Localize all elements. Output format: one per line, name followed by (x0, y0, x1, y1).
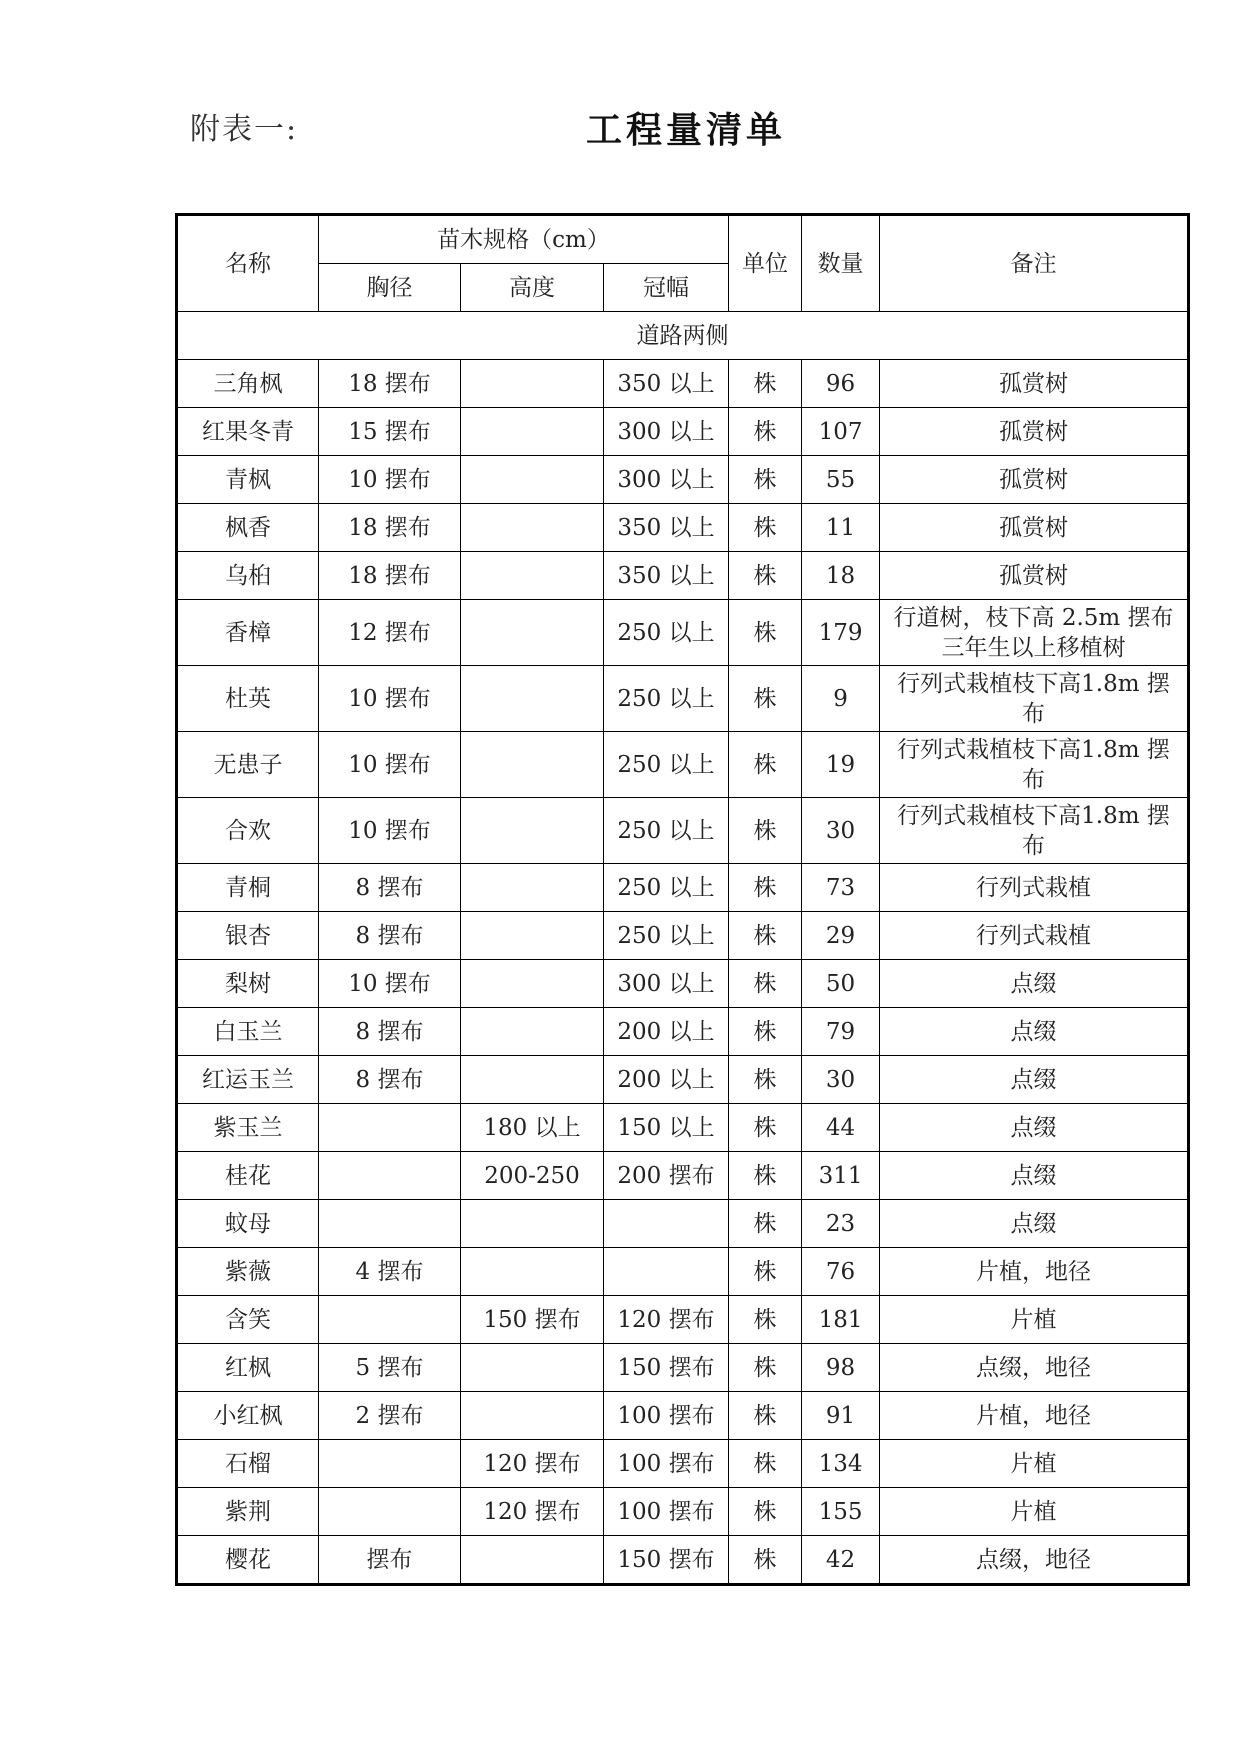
header-note: 备注 (880, 215, 1189, 312)
cell-qty: 30 (802, 798, 880, 864)
cell-note: 点缀 (880, 1104, 1189, 1152)
cell-unit: 株 (729, 1104, 802, 1152)
cell-unit: 株 (729, 504, 802, 552)
table-row (177, 1440, 1189, 1488)
cell-crown: 350 以上 (604, 504, 729, 552)
cell-qty: 29 (802, 912, 880, 960)
cell-crown: 100 摆布 (604, 1392, 729, 1440)
cell-crown: 300 以上 (604, 960, 729, 1008)
header-spec-group: 苗木规格（cm） (319, 215, 729, 264)
cell-unit: 株 (729, 1392, 802, 1440)
cell-unit: 株 (729, 666, 802, 732)
cell-note: 行列式栽植枝下高1.8m 摆布 (880, 798, 1189, 864)
header-name: 名称 (177, 215, 319, 312)
cell-crown: 150 以上 (604, 1104, 729, 1152)
cell-dbh: 摆布 (319, 1536, 461, 1585)
cell-crown: 200 以上 (604, 1056, 729, 1104)
table-row (177, 864, 1189, 912)
cell-note: 点缀 (880, 960, 1189, 1008)
cell-height: 120 摆布 (461, 1440, 604, 1488)
cell-height (461, 864, 604, 912)
cell-dbh: 18 摆布 (319, 504, 461, 552)
table-row (177, 1104, 1189, 1152)
cell-crown: 300 以上 (604, 408, 729, 456)
cell-crown (604, 1200, 729, 1248)
cell-name: 青桐 (177, 864, 319, 912)
cell-qty: 181 (802, 1296, 880, 1344)
table-row (177, 1200, 1189, 1248)
cell-name: 银杏 (177, 912, 319, 960)
cell-height (461, 1248, 604, 1296)
cell-qty: 311 (802, 1152, 880, 1200)
cell-height (461, 732, 604, 798)
cell-unit: 株 (729, 912, 802, 960)
table-row (177, 600, 1189, 666)
cell-unit: 株 (729, 1488, 802, 1536)
cell-dbh (319, 1488, 461, 1536)
cell-qty: 91 (802, 1392, 880, 1440)
cell-name: 红枫 (177, 1344, 319, 1392)
cell-qty: 134 (802, 1440, 880, 1488)
cell-qty: 11 (802, 504, 880, 552)
cell-height (461, 1008, 604, 1056)
table-row (177, 456, 1189, 504)
cell-name: 香樟 (177, 600, 319, 666)
table-row (177, 1248, 1189, 1296)
cell-height (461, 1536, 604, 1585)
cell-qty: 42 (802, 1536, 880, 1585)
cell-note: 行列式栽植枝下高1.8m 摆布 (880, 666, 1189, 732)
cell-qty: 76 (802, 1248, 880, 1296)
cell-dbh: 5 摆布 (319, 1344, 461, 1392)
cell-crown: 250 以上 (604, 864, 729, 912)
cell-note: 孤赏树 (880, 552, 1189, 600)
cell-note: 行列式栽植 (880, 912, 1189, 960)
cell-note: 点缀 (880, 1008, 1189, 1056)
cell-note: 片植 (880, 1296, 1189, 1344)
cell-crown: 150 摆布 (604, 1344, 729, 1392)
table-row (177, 798, 1189, 864)
table-row (177, 408, 1189, 456)
table-row (177, 1344, 1189, 1392)
cell-dbh: 10 摆布 (319, 456, 461, 504)
cell-dbh: 8 摆布 (319, 912, 461, 960)
cell-unit: 株 (729, 1200, 802, 1248)
cell-crown: 200 以上 (604, 1008, 729, 1056)
cell-name: 紫薇 (177, 1248, 319, 1296)
cell-crown (604, 1248, 729, 1296)
cell-unit: 株 (729, 1008, 802, 1056)
cell-crown: 100 摆布 (604, 1488, 729, 1536)
cell-height (461, 600, 604, 666)
cell-qty: 107 (802, 408, 880, 456)
cell-dbh (319, 1296, 461, 1344)
cell-dbh: 8 摆布 (319, 1008, 461, 1056)
table-row (177, 504, 1189, 552)
cell-unit: 株 (729, 1344, 802, 1392)
cell-note: 点缀 (880, 1056, 1189, 1104)
cell-name: 乌桕 (177, 552, 319, 600)
cell-unit: 株 (729, 408, 802, 456)
table-row (177, 552, 1189, 600)
cell-unit: 株 (729, 864, 802, 912)
table-row (177, 666, 1189, 732)
table-row (177, 1536, 1189, 1585)
cell-crown: 250 以上 (604, 600, 729, 666)
cell-qty: 18 (802, 552, 880, 600)
cell-qty: 79 (802, 1008, 880, 1056)
cell-unit: 株 (729, 732, 802, 798)
cell-dbh (319, 1440, 461, 1488)
cell-dbh: 10 摆布 (319, 960, 461, 1008)
table-row (177, 1008, 1189, 1056)
cell-name: 无患子 (177, 732, 319, 798)
cell-crown: 350 以上 (604, 360, 729, 408)
cell-unit: 株 (729, 1536, 802, 1585)
header-qty: 数量 (802, 215, 880, 312)
cell-dbh (319, 1152, 461, 1200)
cell-name: 石榴 (177, 1440, 319, 1488)
cell-qty: 9 (802, 666, 880, 732)
cell-note: 孤赏树 (880, 360, 1189, 408)
cell-qty: 98 (802, 1344, 880, 1392)
cell-note: 片植，地径 (880, 1392, 1189, 1440)
cell-name: 枫香 (177, 504, 319, 552)
cell-crown: 350 以上 (604, 552, 729, 600)
cell-dbh: 12 摆布 (319, 600, 461, 666)
cell-dbh: 18 摆布 (319, 552, 461, 600)
cell-crown: 250 以上 (604, 912, 729, 960)
cell-height: 180 以上 (461, 1104, 604, 1152)
cell-dbh: 10 摆布 (319, 732, 461, 798)
cell-qty: 155 (802, 1488, 880, 1536)
cell-qty: 50 (802, 960, 880, 1008)
cell-unit: 株 (729, 552, 802, 600)
cell-qty: 96 (802, 360, 880, 408)
cell-unit: 株 (729, 1296, 802, 1344)
header-unit: 单位 (729, 215, 802, 312)
cell-dbh: 10 摆布 (319, 798, 461, 864)
cell-height (461, 360, 604, 408)
cell-qty: 19 (802, 732, 880, 798)
cell-height: 120 摆布 (461, 1488, 604, 1536)
cell-dbh: 4 摆布 (319, 1248, 461, 1296)
cell-name: 白玉兰 (177, 1008, 319, 1056)
cell-note: 片植 (880, 1488, 1189, 1536)
appendix-label: 附表一: (190, 112, 299, 147)
cell-name: 紫玉兰 (177, 1104, 319, 1152)
cell-unit: 株 (729, 600, 802, 666)
cell-note: 点缀 (880, 1200, 1189, 1248)
table-row (177, 360, 1189, 408)
table-row (177, 960, 1189, 1008)
cell-crown: 250 以上 (604, 732, 729, 798)
cell-note: 行列式栽植 (880, 864, 1189, 912)
cell-note: 片植 (880, 1440, 1189, 1488)
table-row (177, 912, 1189, 960)
table-row (177, 1296, 1189, 1344)
cell-name: 桂花 (177, 1152, 319, 1200)
cell-height (461, 798, 604, 864)
header-height: 高度 (461, 264, 604, 312)
cell-name: 青枫 (177, 456, 319, 504)
cell-dbh (319, 1200, 461, 1248)
cell-qty: 30 (802, 1056, 880, 1104)
cell-height (461, 504, 604, 552)
cell-name: 合欢 (177, 798, 319, 864)
cell-dbh: 8 摆布 (319, 1056, 461, 1104)
cell-name: 紫荆 (177, 1488, 319, 1536)
cell-unit: 株 (729, 798, 802, 864)
header-crown: 冠幅 (604, 264, 729, 312)
cell-crown: 250 以上 (604, 798, 729, 864)
cell-note: 片植，地径 (880, 1248, 1189, 1296)
cell-name: 樱花 (177, 1536, 319, 1585)
cell-height: 200-250 (461, 1152, 604, 1200)
cell-note: 孤赏树 (880, 504, 1189, 552)
cell-note: 孤赏树 (880, 408, 1189, 456)
cell-crown: 300 以上 (604, 456, 729, 504)
cell-unit: 株 (729, 360, 802, 408)
cell-name: 红果冬青 (177, 408, 319, 456)
cell-height (461, 666, 604, 732)
cell-note: 孤赏树 (880, 456, 1189, 504)
cell-qty: 179 (802, 600, 880, 666)
cell-crown: 120 摆布 (604, 1296, 729, 1344)
cell-note: 点缀 (880, 1152, 1189, 1200)
cell-height (461, 960, 604, 1008)
cell-height (461, 1392, 604, 1440)
cell-height (461, 1344, 604, 1392)
table-row (177, 1392, 1189, 1440)
cell-crown: 150 摆布 (604, 1536, 729, 1585)
cell-dbh: 2 摆布 (319, 1392, 461, 1440)
page-title: 工程量清单 (585, 109, 786, 151)
cell-name: 含笑 (177, 1296, 319, 1344)
cell-qty: 23 (802, 1200, 880, 1248)
cell-height (461, 1200, 604, 1248)
cell-dbh: 8 摆布 (319, 864, 461, 912)
cell-note: 行道树，枝下高 2.5m 摆布三年生以上移植树 (880, 600, 1189, 666)
cell-dbh: 10 摆布 (319, 666, 461, 732)
cell-height (461, 552, 604, 600)
cell-unit: 株 (729, 1056, 802, 1104)
cell-qty: 44 (802, 1104, 880, 1152)
cell-crown: 250 以上 (604, 666, 729, 732)
cell-name: 三角枫 (177, 360, 319, 408)
table-row (177, 1488, 1189, 1536)
cell-unit: 株 (729, 960, 802, 1008)
cell-name: 红运玉兰 (177, 1056, 319, 1104)
cell-note: 点缀，地径 (880, 1536, 1189, 1585)
section-row (177, 312, 1189, 360)
cell-height (461, 408, 604, 456)
cell-height (461, 456, 604, 504)
cell-name: 杜英 (177, 666, 319, 732)
section-label: 道路两侧 (177, 312, 1189, 360)
cell-dbh (319, 1104, 461, 1152)
cell-note: 行列式栽植枝下高1.8m 摆布 (880, 732, 1189, 798)
cell-name: 小红枫 (177, 1392, 319, 1440)
cell-qty: 55 (802, 456, 880, 504)
header-dbh: 胸径 (319, 264, 461, 312)
cell-height: 150 摆布 (461, 1296, 604, 1344)
cell-unit: 株 (729, 456, 802, 504)
cell-dbh: 15 摆布 (319, 408, 461, 456)
cell-note: 点缀，地径 (880, 1344, 1189, 1392)
cell-crown: 100 摆布 (604, 1440, 729, 1488)
table-row (177, 1056, 1189, 1104)
cell-unit: 株 (729, 1440, 802, 1488)
cell-qty: 73 (802, 864, 880, 912)
cell-dbh: 18 摆布 (319, 360, 461, 408)
table-row (177, 732, 1189, 798)
cell-name: 梨树 (177, 960, 319, 1008)
header-row (177, 215, 1189, 264)
cell-unit: 株 (729, 1152, 802, 1200)
table-row (177, 1152, 1189, 1200)
cell-name: 蚊母 (177, 1200, 319, 1248)
cell-height (461, 1056, 604, 1104)
cell-height (461, 912, 604, 960)
quantity-table (175, 213, 1190, 1586)
cell-crown: 200 摆布 (604, 1152, 729, 1200)
cell-unit: 株 (729, 1248, 802, 1296)
